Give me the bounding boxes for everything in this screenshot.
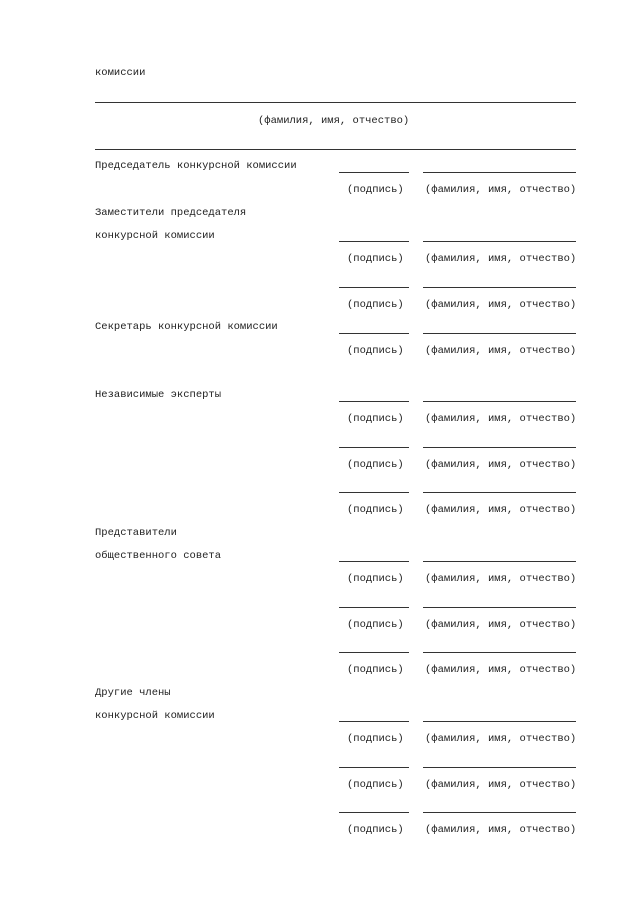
name-line[interactable] [423,767,576,768]
name-caption: (фамилия, имя, отчество) [425,413,577,425]
name-line[interactable] [423,287,576,288]
signature-caption: (подпись) [347,459,404,471]
signature-line[interactable] [339,401,409,402]
others-label-line2: конкурсной комиссии [95,710,215,722]
name-caption: (фамилия, имя, отчество) [425,253,577,265]
name-line[interactable] [423,652,576,653]
chairman-label: Председатель конкурсной комиссии [95,160,297,172]
signature-line[interactable] [339,721,409,722]
signature-line[interactable] [339,333,409,334]
name-line[interactable] [423,333,576,334]
header-fragment: комиссии [95,67,146,79]
full-name-caption: (фамилия, имя, отчество) [258,115,410,127]
signature-caption: (подпись) [347,779,404,791]
name-line[interactable] [423,721,576,722]
name-line[interactable] [423,172,576,173]
signature-caption: (подпись) [347,664,404,676]
signature-caption: (подпись) [347,573,404,585]
signature-caption: (подпись) [347,413,404,425]
name-line[interactable] [423,401,576,402]
council-label-line2: общественного совета [95,550,222,562]
signature-line[interactable] [339,767,409,768]
others-label-line1: Другие члены [95,687,171,699]
name-caption: (фамилия, имя, отчество) [425,664,577,676]
name-line[interactable] [423,241,576,242]
name-line[interactable] [423,607,576,608]
signature-caption: (подпись) [347,299,404,311]
signature-line[interactable] [339,561,409,562]
council-label-line1: Представители [95,527,177,539]
name-caption: (фамилия, имя, отчество) [425,619,577,631]
signature-caption: (подпись) [347,733,404,745]
signature-caption: (подпись) [347,824,404,836]
signature-line[interactable] [339,447,409,448]
name-caption: (фамилия, имя, отчество) [425,779,577,791]
name-caption: (фамилия, имя, отчество) [425,824,577,836]
name-line[interactable] [423,492,576,493]
signature-line[interactable] [339,812,409,813]
signature-caption: (подпись) [347,504,404,516]
name-caption: (фамилия, имя, отчество) [425,504,577,516]
name-caption: (фамилия, имя, отчество) [425,733,577,745]
name-caption: (фамилия, имя, отчество) [425,184,577,196]
name-line[interactable] [423,812,576,813]
name-line[interactable] [423,561,576,562]
signature-line[interactable] [339,287,409,288]
signature-caption: (подпись) [347,184,404,196]
name-caption: (фамилия, имя, отчество) [425,573,577,585]
signature-line[interactable] [339,607,409,608]
signature-line[interactable] [339,172,409,173]
signature-line[interactable] [339,652,409,653]
signature-caption: (подпись) [347,253,404,265]
signature-line[interactable] [339,492,409,493]
signature-caption: (подпись) [347,619,404,631]
secretary-label: Секретарь конкурсной комиссии [95,321,278,333]
name-caption: (фамилия, имя, отчество) [425,459,577,471]
divider-line [95,149,576,150]
full-name-line[interactable] [95,102,576,103]
name-caption: (фамилия, имя, отчество) [425,345,577,357]
experts-label: Независимые эксперты [95,389,222,401]
name-line[interactable] [423,447,576,448]
signature-line[interactable] [339,241,409,242]
name-caption: (фамилия, имя, отчество) [425,299,577,311]
deputies-label-line2: конкурсной комиссии [95,230,215,242]
deputies-label-line1: Заместители председателя [95,207,247,219]
signature-caption: (подпись) [347,345,404,357]
